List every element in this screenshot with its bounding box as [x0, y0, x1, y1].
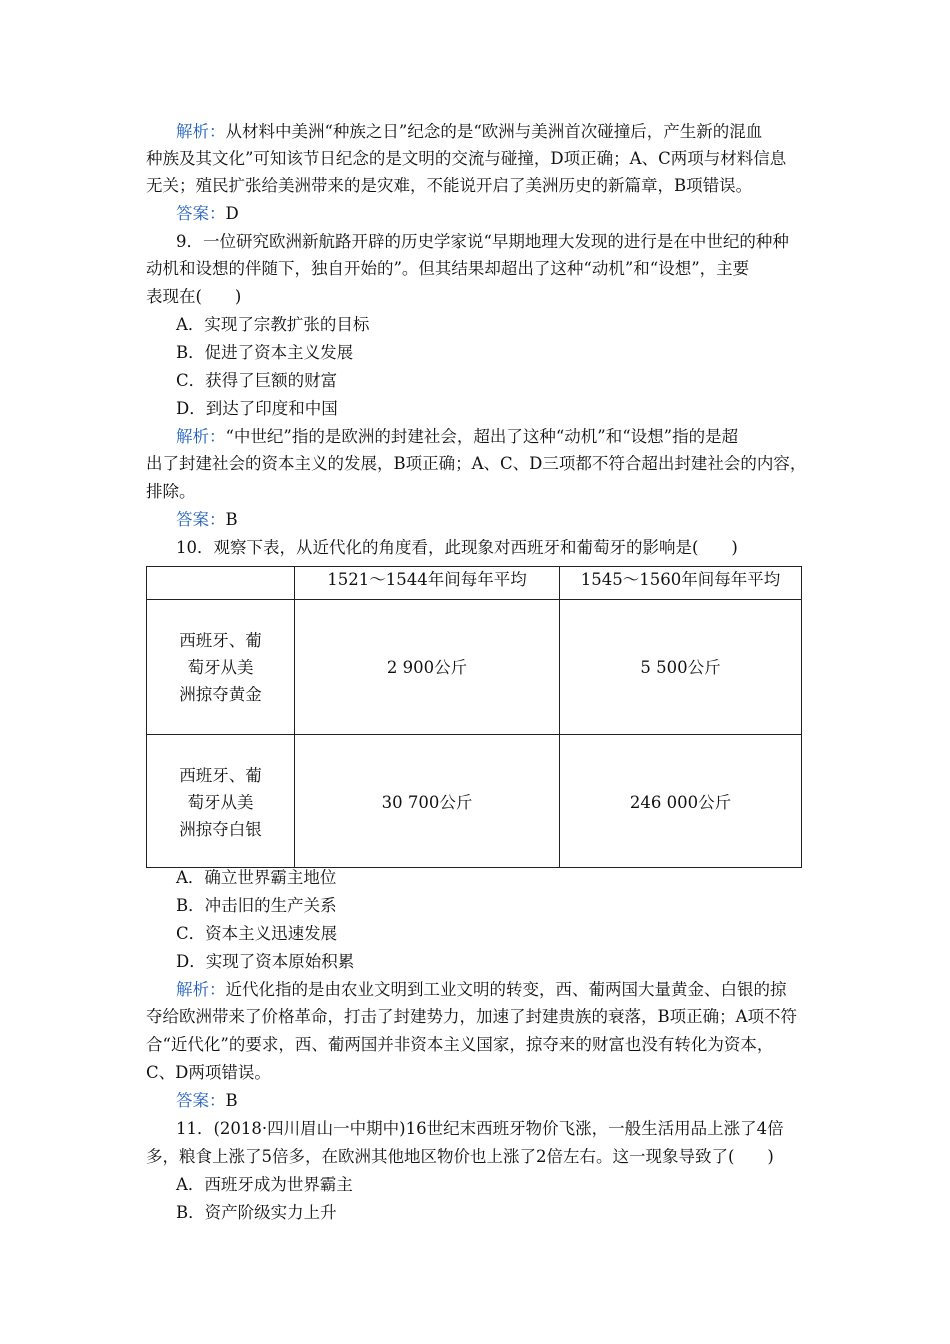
- analysis-label: 解析：: [176, 427, 226, 446]
- q8-answer: 答案：D: [176, 204, 239, 223]
- q9-option-b: B．促进了资本主义发展: [176, 343, 354, 362]
- q8-analysis-line-2: 种族及其文化”可知该节日纪念的是文明的交流与碰撞，D项正确；A、C两项与材料信息: [146, 149, 787, 168]
- analysis-label: 解析：: [176, 122, 226, 141]
- q10-option-c: C．资本主义迅速发展: [176, 924, 338, 943]
- analysis-label: 解析：: [176, 980, 226, 999]
- table-cell-silver-period-2: 246 000公斤: [629, 793, 732, 812]
- q10-analysis-line-4: C、D两项错误。: [146, 1063, 271, 1082]
- q10-option-d: D．实现了资本原始积累: [176, 952, 355, 971]
- q11-option-b: B．资产阶级实力上升: [176, 1203, 337, 1222]
- q9-analysis-line-2: 出了封建社会的资本主义的发展，B项正确；A、C、D三项都不符合超出封建社会的内容，: [146, 454, 807, 473]
- table-row-label-gold: 西班牙、葡 萄牙从美 洲掠夺黄金: [179, 631, 262, 704]
- table-row-label-silver: 西班牙、葡 萄牙从美 洲掠夺白银: [179, 766, 262, 839]
- q11-stem-line-2: 多，粮食上涨了5倍多，在欧洲其他地区物价也上涨了2倍左右。这一现象导致了( ): [146, 1147, 774, 1166]
- table-cell-gold-period-1: 2 900公斤: [386, 658, 468, 677]
- table-header-period-1: 1521～1544年间每年平均: [327, 570, 527, 589]
- q9-analysis-line-3: 排除。: [146, 482, 196, 501]
- table-cell-silver-period-1: 30 700公斤: [381, 793, 473, 812]
- answer-label: 答案：: [176, 1091, 226, 1110]
- q10-answer: 答案：B: [176, 1091, 238, 1110]
- answer-label: 答案：: [176, 510, 226, 529]
- q10-analysis-line-3: 合“近代化”的要求，西、葡两国并非资本主义国家，掠夺来的财富也没有转化为资本，: [146, 1035, 774, 1054]
- q8-analysis-line-1: 解析：从材料中美洲“种族之日”纪念的是“欧洲与美洲首次碰撞后，产生新的混血: [176, 122, 763, 141]
- q11-option-a: A．西班牙成为世界霸主: [176, 1175, 353, 1194]
- q9-option-c: C．获得了巨额的财富: [176, 371, 338, 390]
- q10-analysis-line-1: 解析：近代化指的是由农业文明到工业文明的转变，西、葡两国大量黄金、白银的掠: [176, 980, 787, 999]
- q10-option-b: B．冲击旧的生产关系: [176, 896, 337, 915]
- q11-stem-line-1: 11．(2018·四川眉山一中期中)16世纪末西班牙物价飞涨，一般生活用品上涨了4倍: [176, 1119, 784, 1138]
- table-cell-gold-period-2: 5 500公斤: [640, 658, 721, 677]
- q9-stem-line-1: 9．一位研究欧洲新航路开辟的历史学家说“早期地理大发现的进行是在中世纪的种种: [176, 232, 789, 251]
- table-divider: [559, 567, 560, 867]
- q9-stem-line-2: 动机和设想的伴随下，独自开始的”。但其结果却超出了这种“动机”和“设想”，主要: [146, 259, 750, 278]
- answer-label: 答案：: [176, 204, 226, 223]
- table-header-period-2: 1545～1560年间每年平均: [580, 570, 781, 589]
- data-table: [146, 566, 802, 868]
- q9-option-a: A．实现了宗教扩张的目标: [176, 315, 370, 334]
- q9-analysis-line-1: 解析：“中世纪”指的是欧洲的封建社会，超出了这种“动机”和“设想”指的是超: [176, 427, 739, 446]
- table-divider: [294, 567, 295, 867]
- q9-stem-line-3: 表现在( ): [146, 287, 242, 306]
- q8-analysis-line-3: 无关；殖民扩张给美洲带来的是灾难，不能说开启了美洲历史的新篇章，B项错误。: [146, 176, 753, 195]
- table-divider: [147, 599, 801, 600]
- table-divider: [147, 734, 801, 735]
- q9-option-d: D．到达了印度和中国: [176, 399, 338, 418]
- q10-stem: 10．观察下表，从近代化的角度看，此现象对西班牙和葡萄牙的影响是( ): [176, 538, 738, 557]
- q9-answer: 答案：B: [176, 510, 238, 529]
- q10-analysis-line-2: 夺给欧洲带来了价格革命，打击了封建势力，加速了封建贵族的衰落，B项正确；A项不符: [146, 1007, 798, 1026]
- q10-option-a: A．确立世界霸主地位: [176, 868, 337, 887]
